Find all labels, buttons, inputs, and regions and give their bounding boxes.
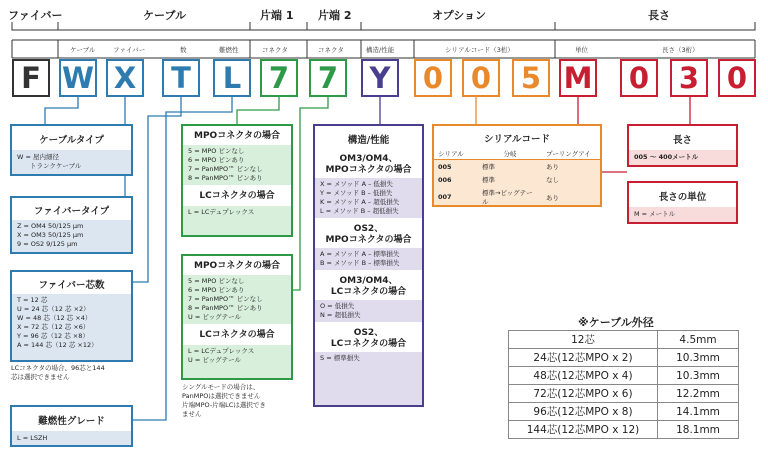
code-cell-length-2: 3	[670, 59, 708, 97]
header-option: オプション	[432, 9, 487, 22]
od-cell: 10.3mm	[658, 367, 739, 385]
code-cell-conn2: 7	[309, 59, 347, 97]
conn2-lc-row: U = ピッグテール	[188, 356, 241, 364]
conn2-mpo-row: U = ピッグテール	[188, 313, 241, 321]
length-unit-title: 長さの単位	[658, 192, 707, 203]
code-cell-length-1: 0	[620, 59, 658, 97]
serial-row	[434, 186, 600, 207]
code-cell-unit: M	[559, 59, 597, 97]
header-length: 長さ	[648, 9, 670, 22]
od-cell: 48芯(12芯MPO x 4)	[509, 367, 658, 385]
cable-type-row: トランクケーブル	[17, 162, 82, 170]
length-unit-box	[627, 181, 738, 224]
fiber-count-row: T = 12 芯	[17, 296, 48, 304]
serial-row	[434, 173, 600, 186]
length-title: 長さ	[672, 135, 692, 146]
serial-header: プーリングアイ	[546, 150, 591, 158]
code-cell-serial-2: 0	[462, 59, 500, 97]
serial-cell: 007	[438, 193, 452, 201]
conn1-lc-row: L = LCデュプレックス	[188, 208, 255, 216]
header-end2: 片端 2	[318, 9, 352, 22]
table-row	[509, 349, 739, 367]
length-row: 005 ～ 400メートル	[634, 153, 699, 161]
serial-cell: 標準	[482, 176, 495, 184]
table-row	[509, 367, 739, 385]
code-cell-serial-3: 5	[512, 59, 550, 97]
note-line: 芯は選択できません	[11, 373, 70, 381]
subheader-conn1: コネクタ	[262, 46, 288, 54]
length-box	[627, 124, 738, 167]
table-row	[509, 403, 739, 421]
structure-title: 構造/性能	[347, 135, 390, 146]
header-fiber: ファイバー	[8, 9, 63, 22]
od-cell: 12.2mm	[658, 385, 739, 403]
s2-title-line: OS2、	[353, 224, 384, 234]
fiber-count-row: X = 72 芯（12 芯 ×6）	[17, 323, 90, 331]
conn2-mpo-row: 7 = PanMPO™ ピンなし	[188, 295, 263, 303]
serial-table	[434, 148, 600, 207]
fiber-count-note	[11, 364, 105, 382]
od-cell: 4.5mm	[658, 331, 739, 349]
fiber-type-title: ファイバータイプ	[33, 206, 110, 217]
serial-cell: あり	[546, 163, 559, 171]
serial-cell: 005	[438, 162, 452, 171]
s4-title-line: OS2、	[353, 328, 384, 338]
conn1-mpo-row: 8 = PanMPO™ ピンあり	[188, 174, 263, 182]
outer-diameter-title: ※ケーブル外径	[578, 316, 654, 329]
serial-box	[432, 124, 602, 207]
subheader-fiber: ファイバー	[113, 46, 146, 54]
od-cell: 72芯(12芯MPO x 6)	[509, 385, 658, 403]
structure-row: N = 超低損失	[320, 311, 361, 319]
conn1-mpo-row: 5 = MPO ピンなし	[188, 147, 245, 155]
structure-row: L = メソッド B – 超低損失	[320, 207, 399, 215]
s2-title-line: MPOコネクタの場合	[325, 235, 412, 245]
s3-title-line: LCコネクタの場合	[330, 287, 407, 297]
code-cell-fiber-count: T	[162, 59, 200, 97]
conn2-mpo-row: 8 = PanMPO™ ピンあり	[188, 304, 263, 312]
structure-s1-title	[315, 150, 422, 178]
table-row	[509, 421, 739, 439]
s3-title-line: OM3/OM4、	[339, 276, 398, 286]
structure-row: A = メソッド A – 標準損失	[320, 250, 400, 258]
serial-title: シリアルコード	[483, 134, 551, 145]
structure-row: O = 低損失	[320, 302, 355, 310]
code-cell-flame: L	[213, 59, 251, 97]
conn1-mpo-title: MPOコネクタの場合	[193, 131, 281, 141]
fiber-count-box	[10, 270, 133, 362]
subheader-unit: 単位	[575, 46, 588, 54]
flame-grade-box	[10, 405, 133, 447]
structure-s4-title	[315, 322, 422, 352]
serial-header: シリアル	[438, 150, 464, 158]
s1-title-line: OM3/OM4、	[339, 154, 398, 164]
fiber-count-row: A = 144 芯（12 芯 ×12）	[17, 341, 98, 349]
subheader-length3: 長さ（3桁）	[662, 46, 699, 54]
od-cell: 18.1mm	[658, 421, 739, 439]
code-cell-fiber-type: X	[106, 59, 144, 97]
structure-s2-title	[315, 218, 422, 248]
subheader-count: 数	[180, 46, 187, 54]
serial-cell: 標準	[482, 163, 495, 171]
conn2-mpo-row: 6 = MPO ピンあり	[188, 286, 245, 294]
conn1-mpo-row: 7 = PanMPO™ ピンなし	[188, 165, 263, 173]
cable-type-title: ケーブルタイプ	[39, 135, 104, 146]
structure-row: B = メソッド B – 標準損失	[320, 259, 400, 267]
serial-cell: なし	[546, 176, 559, 184]
subheader-cable: ケーブル	[70, 46, 96, 54]
code-cell-conn1: 7	[260, 59, 298, 97]
subheader-structure: 構造/性能	[366, 46, 395, 54]
conn2-lc-row: L = LCデュプレックス	[188, 347, 255, 355]
conn2-mpo-row: 5 = MPO ピンなし	[188, 277, 245, 285]
subheader-conn2: コネクタ	[318, 46, 344, 54]
fiber-type-row: Z = OM4 50/125 μm	[17, 222, 84, 230]
conn2-note	[182, 383, 266, 419]
subheader-serial: シリアルコード（3桁）	[445, 46, 514, 54]
od-cell: 96芯(12芯MPO x 8)	[509, 403, 658, 421]
length-unit-row: M = メートル	[634, 210, 676, 218]
conn1-box	[181, 124, 293, 237]
serial-cell: あり	[546, 193, 559, 202]
od-cell: 12芯	[509, 331, 658, 349]
cable-type-box	[10, 124, 133, 176]
header-cable: ケーブル	[143, 9, 187, 22]
table-row	[509, 385, 739, 403]
flame-grade-row: L = LSZH	[17, 434, 48, 442]
outer-diameter-table	[508, 330, 739, 439]
header-end1: 片端 1	[260, 9, 294, 22]
conn2-lc-title: LCコネクタの場合	[199, 330, 275, 340]
structure-row: X = メソッド A – 低損失	[320, 180, 393, 188]
serial-header: 分岐	[503, 150, 517, 158]
serial-row	[434, 160, 600, 174]
flame-grade-title: 難燃性グレード	[38, 416, 105, 427]
code-cell-cable-type: W	[59, 59, 97, 97]
code-cell-serial-1: 0	[414, 59, 452, 97]
subheader-flame: 難燃性	[219, 46, 239, 54]
code-cell-fiber: F	[12, 59, 50, 97]
note-line: ません	[182, 410, 202, 418]
structure-row: S = 標準損失	[320, 354, 360, 362]
code-cell-structure: Y	[361, 59, 399, 97]
structure-row: K = メソッド A – 超低損失	[320, 198, 400, 206]
structure-row: Y = メソッド B – 低損失	[320, 189, 393, 197]
s4-title-line: LCコネクタの場合	[330, 339, 407, 349]
fiber-type-row: X = OM3 50/125 μm	[17, 231, 84, 239]
conn2-mpo-title: MPOコネクタの場合	[193, 261, 281, 271]
fiber-count-row: W = 48 芯（12 芯 ×4）	[17, 314, 92, 322]
conn1-mpo-row: 6 = MPO ピンあり	[188, 156, 245, 164]
note-line: シングルモードの場合は、	[182, 383, 260, 391]
structure-s3-title	[315, 270, 422, 300]
fiber-type-box	[10, 196, 133, 254]
serial-cell: 標準→ピッグテール	[482, 189, 533, 206]
code-cell-length-3: 0	[718, 59, 756, 97]
fiber-type-row: 9 = OS2 9/125 μm	[17, 240, 78, 248]
conn2-box	[181, 254, 293, 380]
table-row	[509, 331, 739, 349]
cable-type-row: W = 屋内細径	[17, 153, 60, 161]
note-line: LCコネクタの場合、96芯と144	[11, 364, 105, 372]
od-cell: 14.1mm	[658, 403, 739, 421]
serial-cell: 006	[438, 175, 452, 184]
structure-box	[313, 124, 424, 407]
conn1-lc-title: LCコネクタの場合	[199, 191, 275, 201]
s1-title-line: MPOコネクタの場合	[325, 165, 412, 175]
note-line: 片端MPO-片端LCは選択でき	[182, 401, 266, 409]
note-line: PanMPOは選択できません	[182, 392, 261, 400]
fiber-count-row: U = 24 芯（12 芯 ×2）	[17, 305, 90, 313]
od-cell: 144芯(12芯MPO x 12)	[509, 421, 658, 439]
fiber-count-title: ファイバー芯数	[38, 280, 105, 291]
fiber-count-row: Y = 96 芯（12 芯 ×8）	[17, 332, 89, 340]
od-cell: 10.3mm	[658, 349, 739, 367]
od-cell: 24芯(12芯MPO x 2)	[509, 349, 658, 367]
